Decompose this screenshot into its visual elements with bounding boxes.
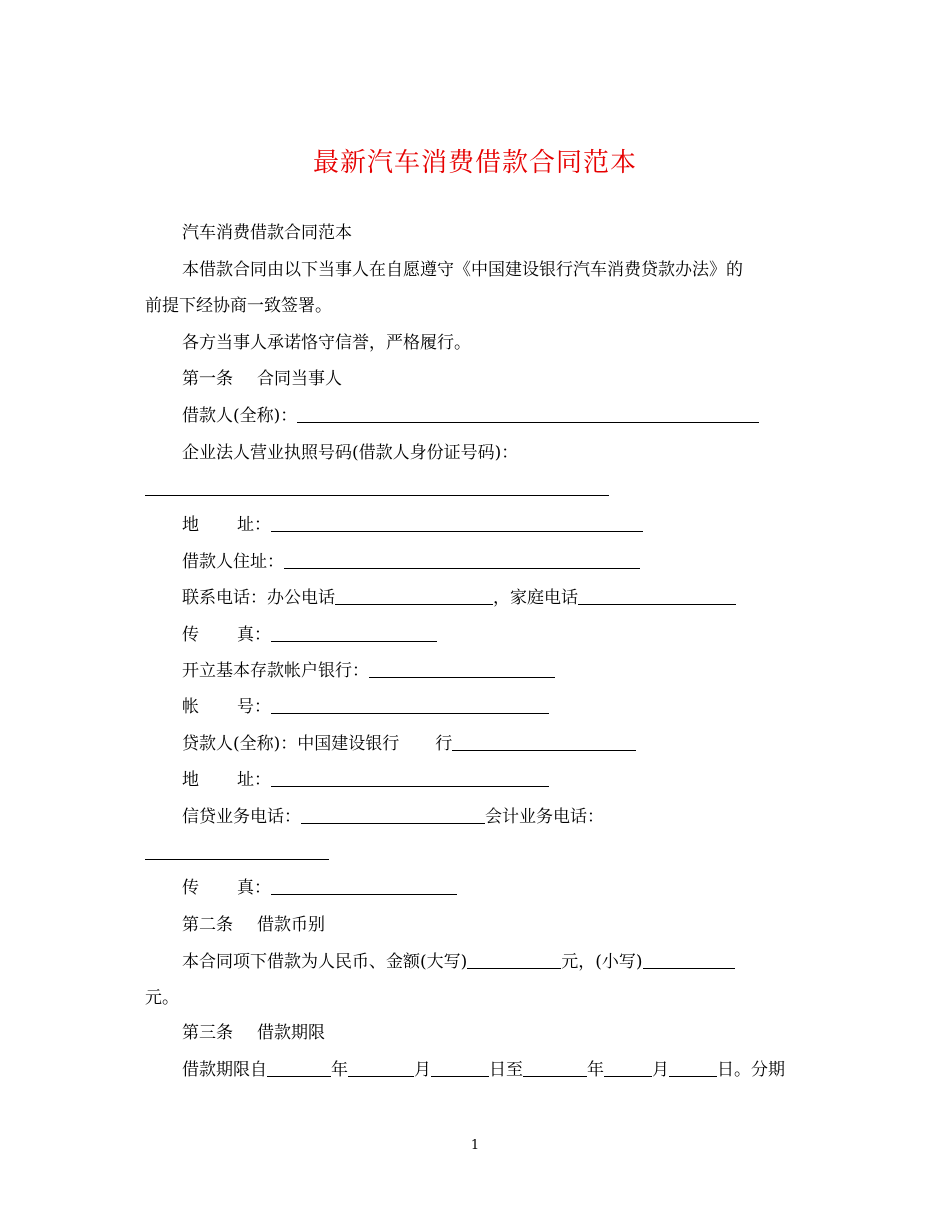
lender-fax-line: 传 真： (182, 877, 457, 899)
blank-field[interactable] (452, 734, 636, 751)
blank-field[interactable] (669, 1060, 717, 1077)
blank-field[interactable] (604, 1060, 652, 1077)
fax-line: 传 真： (182, 624, 437, 646)
blank-field[interactable] (643, 952, 735, 969)
blank-field[interactable] (267, 1060, 331, 1077)
blank-field[interactable] (271, 515, 643, 532)
blank-field[interactable] (297, 406, 759, 423)
loan-amount-line: 本合同项下借款为人民币、金额(大写) 元，(小写) (182, 951, 735, 973)
blank-field[interactable] (301, 807, 485, 824)
blank-field[interactable] (271, 625, 437, 642)
blank-field[interactable] (467, 952, 561, 969)
borrower-name-line: 借款人(全称)： (182, 405, 759, 427)
article-2-heading: 第二条 借款币别 (182, 915, 325, 935)
loan-amount-cont: 元。 (145, 988, 179, 1008)
lender-address-line: 地 址： (182, 769, 549, 791)
bank-line: 开立基本存款帐户银行： (182, 660, 555, 682)
blank-field[interactable] (284, 552, 640, 569)
paragraph-commitment: 各方当事人承诺恪守信誉，严格履行。 (182, 333, 471, 353)
account-number-line: 帐 号： (182, 696, 549, 718)
blank-field[interactable] (348, 1060, 414, 1077)
accounting-phone-blank (145, 842, 329, 864)
lender-name-line: 贷款人(全称)：中国建设银行 行 (182, 733, 636, 755)
page-number: 1 (470, 1138, 480, 1153)
blank-field[interactable] (431, 1060, 489, 1077)
blank-field[interactable] (578, 588, 736, 605)
license-number-blank (145, 478, 609, 500)
contact-phone-line: 联系电话：办公电话 ，家庭电话 (182, 587, 736, 609)
subtitle-line: 汽车消费借款合同范本 (182, 223, 352, 243)
article-1-heading: 第一条 合同当事人 (182, 369, 342, 389)
blank-field[interactable] (335, 588, 493, 605)
blank-field[interactable] (271, 770, 549, 787)
paragraph-intro: 本借款合同由以下当事人在自愿遵守《中国建设银行汽车消费贷款办法》的 (182, 260, 743, 280)
blank-field[interactable] (523, 1060, 587, 1077)
paragraph-intro-cont: 前提下经协商一致签署。 (145, 296, 332, 316)
loan-term-line: 借款期限自 年 月 日至 年 月 日。分期 (182, 1060, 785, 1080)
blank-field[interactable] (145, 843, 329, 860)
blank-field[interactable] (271, 878, 457, 895)
blank-field[interactable] (271, 697, 549, 714)
address-line: 地 址： (182, 514, 643, 536)
blank-field[interactable] (369, 661, 555, 678)
document-title: 最新汽车消费借款合同范本 (312, 148, 637, 178)
license-number-line: 企业法人营业执照号码(借款人身份证号码)： (182, 443, 519, 463)
article-3-heading: 第三条 借款期限 (182, 1023, 325, 1043)
blank-field[interactable] (145, 479, 609, 496)
borrower-residence-line: 借款人住址： (182, 551, 640, 573)
business-phone-line: 信贷业务电话： 会计业务电话： (182, 807, 604, 827)
